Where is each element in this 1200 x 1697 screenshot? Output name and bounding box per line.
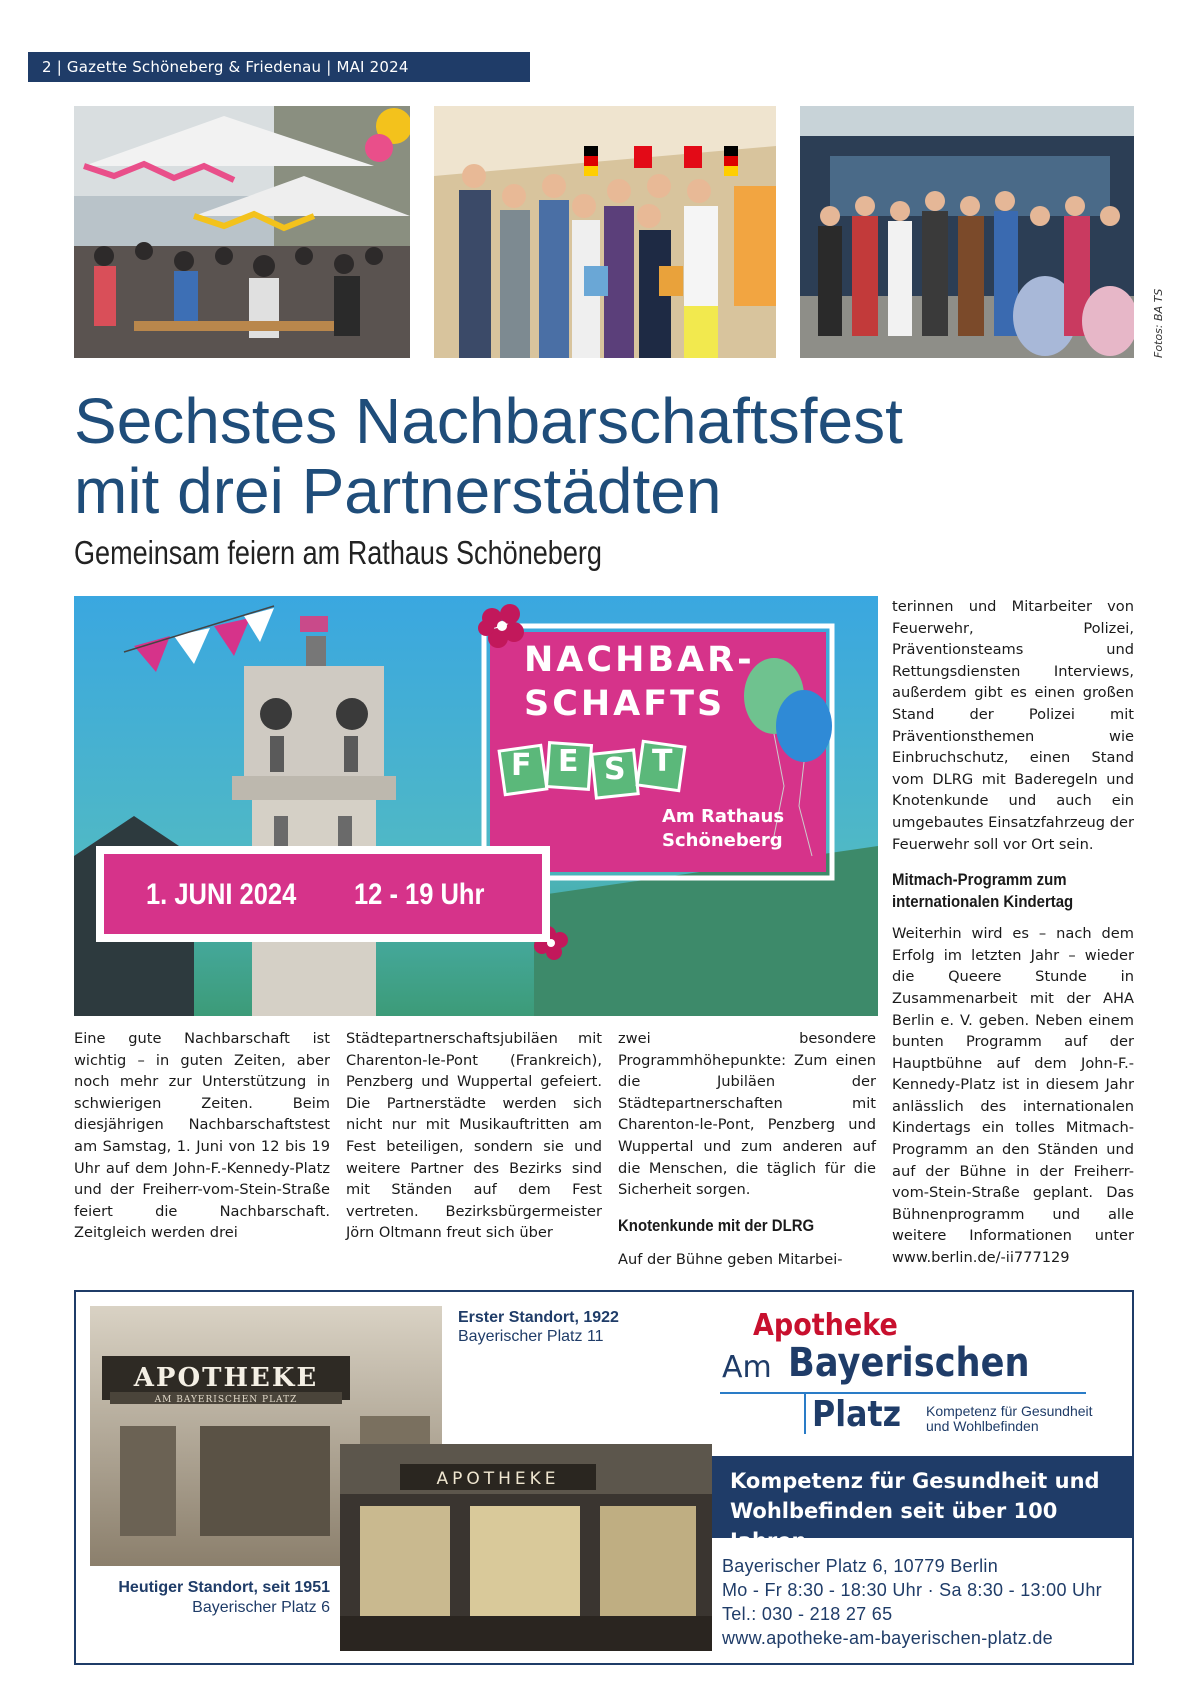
article-paragraph: Städtepartnerschaftsjubiläen mit Charenton-le-Pont (Frankreich), Penzberg und Wuppertal gefeiert. Die Partnerstädte werden sich nicht nur mit Musikauftritten am Fest beteiligen, sondern sie und weitere Partner des Bezirks sind mit Ständen auf dem Fest vertreten. Bezirksbürgermeister Jörn Oltmann freut sich über: [346, 1030, 602, 1242]
ad-banner-text: [730, 1466, 1134, 1556]
photo-credit: Fotos: BA TS: [1152, 288, 1165, 358]
headline-line-2: mit drei Partnerstädten: [74, 455, 722, 527]
pharmacy-advertisement: [74, 1290, 1134, 1665]
article-paragraph: terinnen und Mitarbeiter von Feuerwehr, Polizei, Präventionsteams und Rettungsdiensten Interviews, außerdem gibt es einen großen Stand der Polizei mit Präventionsthemen wie Einbruchschutz, einen Stand vom DLRG mit Baderegeln und Knotenkunde und auch ein umgebautes Einsatzfahrzeug der Feuerwehr soll vor Ort sein.: [892, 598, 1134, 853]
article-column-1: [74, 1028, 330, 1244]
logo-bayerischen: Bayerischen: [788, 1340, 1030, 1386]
website-link[interactable]: www.apotheke-am-bayerischen-platz.de: [722, 1628, 1053, 1648]
header-text: 2 | Gazette Schöneberg & Friedenau | MAI 2024: [42, 58, 409, 76]
first-location-address: Bayerischer Platz 11: [458, 1328, 604, 1345]
poster-title-line-1: NACHBAR-: [524, 640, 755, 680]
photo-partner-cities-group: [434, 106, 776, 358]
logo-platz: Platz: [812, 1394, 902, 1435]
first-location-label: [452, 1306, 625, 1348]
article-column-4: [892, 596, 1134, 1269]
ad-banner: [712, 1456, 1134, 1553]
logo-tagline-line-1: Kompetenz für Gesundheit: [926, 1403, 1093, 1419]
contact-info: [722, 1554, 1102, 1650]
old-store-sign-sub: AM BAYERISCHEN PLATZ: [154, 1395, 298, 1405]
ad-banner-line-1: Kompetenz für Gesundheit und: [730, 1469, 1100, 1493]
logo-tagline: [926, 1404, 1093, 1434]
poster-date: 1. JUNI 2024: [146, 878, 297, 911]
poster-title-line-2: SCHAFTS: [524, 684, 726, 724]
article-column-2: [346, 1028, 602, 1244]
event-poster: [74, 596, 878, 1016]
article-paragraph: Weiterhin wird es – nach dem Erfolg im letzten Jahr – wieder die Queere Stunde in Zusammenarbeit mit der AHA Berlin e. V. geben. Neben einem bunten Programm auf der Hauptbühne auf dem John-F.-Kennedy-Platz ist in diesem Jahr anlässlich des internationalen Kindertags ein tolles Mitmach-Programm an den Ständen und auf der Bühne in der Freiherr-vom-Stein-Straße geplant. Das Bühnenprogramm und alle weitere Informationen unter www.berlin.de/-ii777129: [892, 925, 1134, 1267]
logo-tagline-line-2: und Wohlbefinden: [926, 1418, 1039, 1434]
phone: Tel.: 030 - 218 27 65: [722, 1604, 893, 1624]
headline: [74, 386, 1134, 526]
opening-hours: Mo - Fr 8:30 - 18:30 Uhr · Sa 8:30 - 13:00 Uhr: [722, 1580, 1102, 1600]
photo-festival-tents: [74, 106, 410, 358]
logo-apotheke: Apotheke: [753, 1308, 898, 1343]
headline-line-1: Sechstes Nachbarschaftsfest: [74, 385, 903, 457]
poster-time: 12 - 19 Uhr: [354, 878, 485, 911]
current-location-label: [88, 1574, 338, 1622]
poster-location-line-2: Schöneberg: [662, 830, 783, 851]
poster-fest-letter-t: T: [652, 744, 673, 779]
logo-divider-vertical: [804, 1392, 806, 1434]
current-location-address: Bayerischer Platz 6: [192, 1599, 330, 1616]
section-heading-dlrg: Knotenkunde mit der DLRG: [618, 1215, 815, 1235]
current-location-title: Heutiger Standort, seit 1951: [118, 1579, 330, 1596]
section-heading-kindertag: Mitmach-Programm zum internationalen Kindertag: [892, 870, 1074, 912]
address: Bayerischer Platz 6, 10779 Berlin: [722, 1556, 999, 1576]
first-location-title: Erster Standort, 1922: [458, 1309, 619, 1326]
subheadline: Gemeinsam feiern am Rathaus Schöneberg: [74, 534, 602, 571]
article-column-3: [618, 1028, 876, 1270]
photo-performers-bus: [800, 106, 1134, 358]
logo-am: Am: [722, 1350, 772, 1385]
article-paragraph: Auf der Bühne geben Mitarbei-: [618, 1250, 843, 1268]
new-store-sign: APOTHEKE: [436, 1469, 560, 1489]
article-paragraph: Eine gute Nachbarschaft ist wichtig – in guten Zeiten, aber noch mehr zur Unterstützung in schwierigen Zeiten. Beim diesjährigen Nachbarschaftstest am Samstag, 1. Juni von 12 bis 19 Uhr auf dem John-F.-Kennedy-Platz und der Freiherr-vom-Stein-Straße feiert die Nachbarschaft. Zeitgleich werden drei: [74, 1030, 330, 1242]
ad-banner-line-2: Wohlbefinden seit über 100 Jahren: [730, 1499, 1058, 1553]
article-paragraph: zwei besondere Programmhöhepunkte: Zum einen die Jubiläen der Städtepartnerschaften mit Charenton-le-Pont, Penzberg und Wuppertal und zum anderen auf die Menschen, die täglich für die Sicherheit sorgen.: [618, 1030, 876, 1199]
poster-fest-letter-e: E: [558, 744, 579, 779]
poster-location-line-1: Am Rathaus: [662, 806, 785, 827]
poster-fest-letter-f: F: [511, 748, 532, 783]
header-bar: [28, 52, 530, 82]
poster-fest-letter-s: S: [604, 752, 626, 787]
old-store-sign: APOTHEKE: [133, 1363, 319, 1393]
logo-divider: [720, 1392, 1086, 1394]
